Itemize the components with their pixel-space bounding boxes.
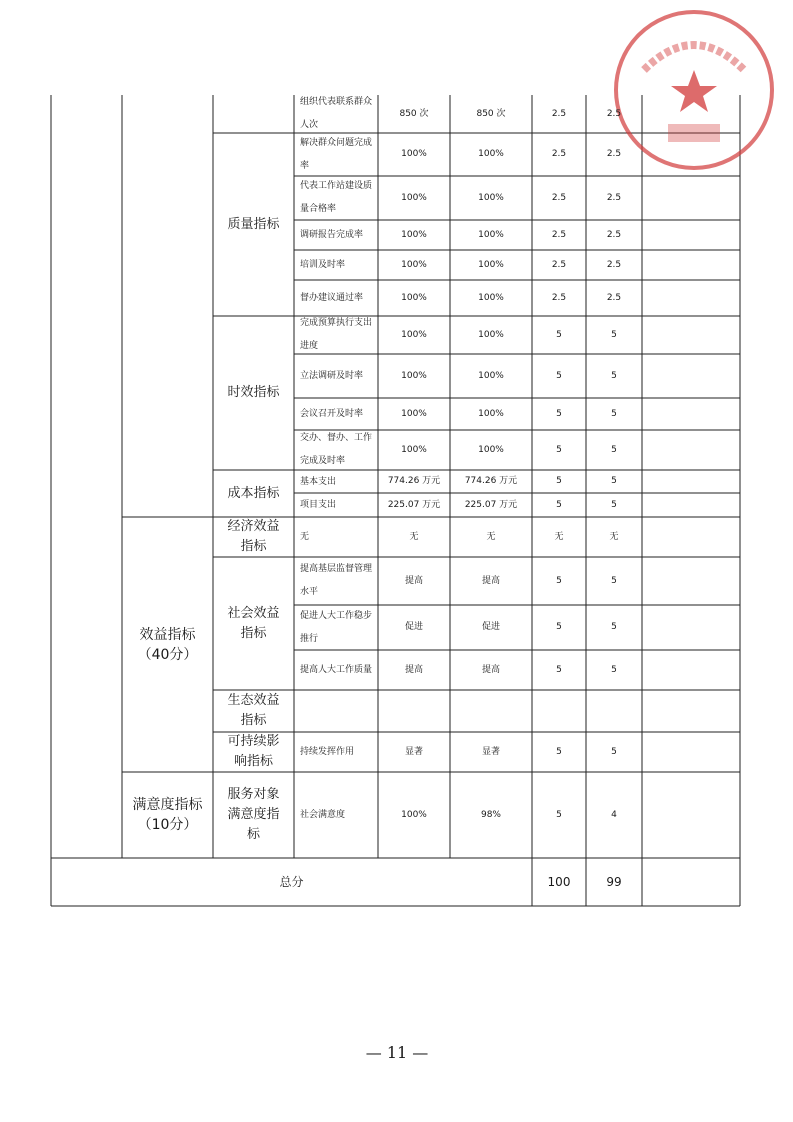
target-value-cell: 100% xyxy=(401,809,427,820)
target-value-cell: 100% xyxy=(401,192,427,203)
score-cell: 5 xyxy=(611,575,617,586)
score-cell: 2.5 xyxy=(606,192,622,203)
indicator-cell: 会议召开及时率 xyxy=(300,409,364,419)
total-score: 99 xyxy=(606,875,622,889)
score-cell: 5 xyxy=(611,476,617,486)
actual-value-cell: 225.07 万元 xyxy=(464,499,518,510)
indicator-cell: 督办建议通过率 xyxy=(300,292,364,303)
actual-value-cell: 促进 xyxy=(481,622,500,632)
score-cell: 2.5 xyxy=(606,292,622,303)
actual-value-cell: 100% xyxy=(478,149,504,159)
weight-cell: 5 xyxy=(556,746,562,757)
score-cell: 5 xyxy=(611,370,617,381)
target-value-cell: 提高 xyxy=(404,575,423,586)
actual-value-cell: 100% xyxy=(478,259,504,270)
target-value-cell: 100% xyxy=(401,370,427,381)
actual-value-cell: 100% xyxy=(478,229,504,240)
weight-cell: 2.5 xyxy=(551,108,567,119)
score-cell: 5 xyxy=(611,664,617,675)
secondary-social: 社会效益指标 xyxy=(227,605,280,641)
target-value-cell: 100% xyxy=(401,444,427,455)
actual-value-cell: 提高 xyxy=(481,575,500,586)
weight-cell xyxy=(532,690,586,732)
weight-cell: 5 xyxy=(556,329,562,340)
score-cell: 2.5 xyxy=(606,229,622,240)
actual-value-cell: 774.26 万元 xyxy=(464,476,518,486)
weight-cell: 5 xyxy=(556,476,562,486)
weight-cell: 2.5 xyxy=(551,259,567,270)
score-cell: 5 xyxy=(611,408,617,419)
indicator-cell: 持续发挥作用 xyxy=(300,746,355,757)
indicator-cell: 提高人大工作质量 xyxy=(300,664,373,675)
score-cell: 5 xyxy=(611,444,617,455)
weight-cell: 5 xyxy=(556,622,562,632)
indicator-cell: 解决群众问题完成率 xyxy=(300,137,373,171)
target-value-cell: 100% xyxy=(401,408,427,419)
weight-cell: 5 xyxy=(556,499,562,510)
total-label: 总分 xyxy=(279,875,304,889)
indicator-cell: 项目支出 xyxy=(300,500,337,510)
weight-cell: 5 xyxy=(556,809,562,820)
score-cell: 5 xyxy=(611,746,617,757)
secondary-quality: 质量指标 xyxy=(227,216,280,232)
target-value-cell: 提高 xyxy=(404,664,423,675)
indicator-cell: 交办、督办、工作完成及时率 xyxy=(300,433,373,466)
weight-cell: 2.5 xyxy=(551,149,567,159)
score-cell: 4 xyxy=(611,809,617,820)
secondary-service: 服务对象满意度指标 xyxy=(227,787,280,842)
weight-cell: 无 xyxy=(554,531,564,542)
actual-value-cell: 100% xyxy=(478,292,504,303)
actual-value-cell: 无 xyxy=(486,531,496,542)
score-cell: 2.5 xyxy=(606,108,622,119)
score-cell: 无 xyxy=(609,531,619,542)
target-value-cell: 774.26 万元 xyxy=(387,476,441,486)
indicator-cell: 提高基层监督管理水平 xyxy=(300,564,373,597)
target-value-cell: 225.07 万元 xyxy=(387,499,441,510)
score-cell: 2.5 xyxy=(606,259,622,270)
indicator-cell: 培训及时率 xyxy=(300,260,346,270)
target-value-cell: 100% xyxy=(401,329,427,340)
weight-cell: 5 xyxy=(556,408,562,419)
indicator-cell: 组织代表联系群众人次 xyxy=(300,97,373,130)
actual-value-cell: 显著 xyxy=(481,746,500,757)
target-value-cell: 100% xyxy=(401,259,427,270)
category-benefit: 效益指标（40分） xyxy=(137,626,198,663)
weight-cell: 5 xyxy=(556,575,562,586)
target-value-cell: 100% xyxy=(401,292,427,303)
actual-value-cell xyxy=(450,690,532,732)
indicator-cell: 调研报告完成率 xyxy=(300,230,364,240)
target-value-cell: 无 xyxy=(409,531,419,542)
target-value-cell: 100% xyxy=(401,229,427,240)
secondary-ecological: 生态效益指标 xyxy=(227,693,280,728)
score-cell: 5 xyxy=(611,499,617,510)
actual-value-cell: 100% xyxy=(478,192,504,203)
score-cell xyxy=(586,690,642,732)
score-cell: 2.5 xyxy=(606,149,622,159)
page-number: — 11 — xyxy=(365,1043,429,1062)
target-value-cell: 100% xyxy=(401,149,427,159)
indicator-cell: 无 xyxy=(300,531,310,542)
weight-cell: 5 xyxy=(556,370,562,381)
indicator-cell: 立法调研及时率 xyxy=(300,370,364,381)
indicator-cell: 代表工作站建设质量合格率 xyxy=(300,181,373,214)
secondary-sustainable: 可持续影响指标 xyxy=(227,734,280,769)
actual-value-cell: 100% xyxy=(478,370,504,381)
target-value-cell: 促进 xyxy=(404,622,423,632)
target-value-cell xyxy=(378,690,450,732)
weight-cell: 2.5 xyxy=(551,229,567,240)
indicator-cell: 完成预算执行支出进度 xyxy=(300,318,373,351)
target-value-cell: 850 次 xyxy=(399,108,429,119)
weight-cell: 2.5 xyxy=(551,192,567,203)
actual-value-cell: 100% xyxy=(478,329,504,340)
score-cell: 5 xyxy=(611,329,617,340)
total-weight: 100 xyxy=(547,875,571,889)
actual-value-cell: 100% xyxy=(478,408,504,419)
category-satisfaction: 满意度指标（10分） xyxy=(132,797,203,833)
weight-cell: 2.5 xyxy=(551,292,567,303)
actual-value-cell: 100% xyxy=(478,444,504,455)
indicator-cell: 基本支出 xyxy=(300,476,337,487)
actual-value-cell: 提高 xyxy=(481,664,500,675)
indicator-cell xyxy=(300,690,374,732)
score-cell: 5 xyxy=(611,622,617,632)
secondary-timeliness: 时效指标 xyxy=(227,385,280,400)
indicator-cell: 社会满意度 xyxy=(300,809,346,820)
secondary-economic: 经济效益指标 xyxy=(227,519,280,554)
weight-cell: 5 xyxy=(556,664,562,675)
actual-value-cell: 98% xyxy=(480,809,501,820)
indicator-cell: 促进人大工作稳步推行 xyxy=(300,610,373,644)
weight-cell: 5 xyxy=(556,444,562,455)
target-value-cell: 显著 xyxy=(404,746,423,757)
actual-value-cell: 850 次 xyxy=(476,108,506,119)
secondary-cost: 成本指标 xyxy=(227,485,280,501)
